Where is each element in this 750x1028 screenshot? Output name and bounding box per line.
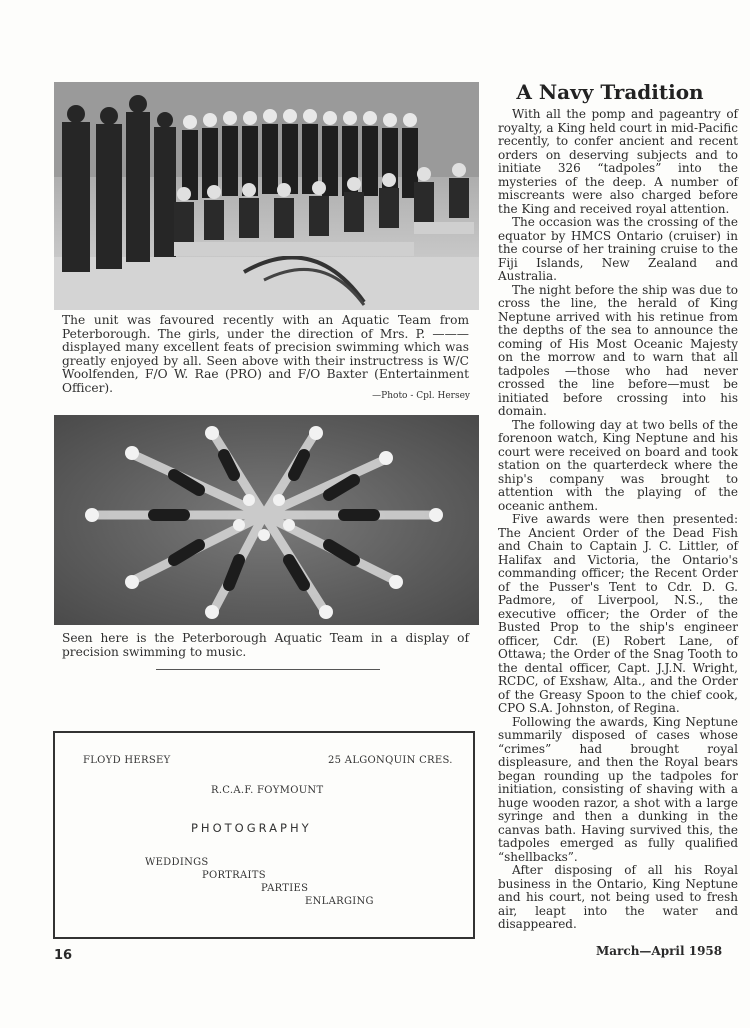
precision-swimming-photo — [54, 415, 479, 625]
ad-location: R.C.A.F. FOYMOUNT — [211, 785, 324, 796]
issue-date: March—April 1958 — [596, 944, 723, 958]
ad-service-weddings: WEDDINGS — [145, 857, 209, 868]
article-title: A Navy Tradition — [516, 80, 704, 104]
article-body — [498, 108, 738, 932]
aquatic-team-group-photo — [54, 82, 479, 310]
group-photo-illustration — [54, 82, 479, 310]
article-paragraph: The occasion was the crossing of the equator by HMCS Ontario (cruiser) in the course of her training cruise to the Fiji Islands, New Zealand and Australia. — [498, 215, 738, 283]
ad-service-enlarging: ENLARGING — [305, 896, 374, 907]
swimming-formation-illustration — [54, 415, 479, 625]
article-paragraph: With all the pomp and pageantry of royalty, a King held court in mid-Pacific recently, to confer ancient and recent orders on deserving subjects and to initiate 326 “tadpoles” into the mysteries of the deep. A number of miscreants were also charged before the King and received royal attention. — [498, 107, 738, 216]
ad-service-parties: PARTIES — [261, 883, 309, 894]
ad-service-portraits: PORTRAITS — [202, 870, 266, 881]
ad-address: 25 ALGONQUIN CRES. — [328, 755, 453, 766]
photography-advertisement — [53, 731, 475, 939]
photo-credit: —Photo - Cpl. Hersey — [372, 391, 470, 401]
article-paragraph: Five awards were then presented: The Ancient Order of the Dead Fish and Chain to Captain J. C. Littler, of Halifax and Victoria, the Ontario's commanding officer; the Recent Order of the Pusser's Tent to Cdr. D. G. Padmore, of Liverpool, N.S., the executive officer; the Order of the Busted Prop to the ship's engineer officer, Cdr. (E) Robert Lane, of Ottawa; the Order of the Snag Tooth to the dental officer, Capt. J.J.N. Wright, RCDC, of Exshaw, Alta., and the Order of the Greasy Spoon to the chief cook, CPO S.A. Johnston, of Regina. — [498, 512, 738, 715]
ad-name: FLOYD HERSEY — [83, 755, 171, 766]
article-paragraph: The following day at two bells of the forenoon watch, King Neptune and his court were received on board and took station on the quarterdeck where the ship's company was brought to attention with the playing of the oceanic anthem. — [498, 417, 738, 513]
article-paragraph: The night before the ship was due to cross the line, the herald of King Neptune arrived with his retinue from the depths of the sea to announce the coming of His Most Oceanic Majesty on the morrow and to warn that all tadpoles —those who had never crossed the line before—must be initiated before crossing into his domain. — [498, 282, 738, 418]
swimming-photo-caption: Seen here is the Peterborough Aquatic Team in a display of precision swimming to music. — [62, 631, 469, 659]
group-photo-caption: The unit was favoured recently with an Aquatic Team from Peterborough. The girls, under the direction of Mrs. P. ——— displayed many excellent feats of precision swimming which was greatly enjoyed by all. Seen above with their instructress is W/C Woolfenden, F/O W. Rae (PRO) and F/O Baxter (Entertainment Officer). — [62, 313, 469, 395]
section-divider — [156, 669, 380, 670]
page-number: 16 — [54, 948, 73, 963]
article-paragraph: After disposing of all his Royal business in the Ontario, King Neptune and his court, not being used to fresh air, leapt into the water and disappeared. — [498, 863, 738, 931]
ad-heading: PHOTOGRAPHY — [191, 821, 312, 835]
article-paragraph: Following the awards, King Neptune summarily disposed of cases whose “crimes” had brought royal displeasure, and then the Royal bears began rounding up the tadpoles for initiation, consisting of shaving with a huge wooden razor, a shot with a large syringe and then a dunking in the canvas bath. Having survived this, the tadpoles emerged as fully qualified “shellbacks”. — [498, 714, 738, 864]
